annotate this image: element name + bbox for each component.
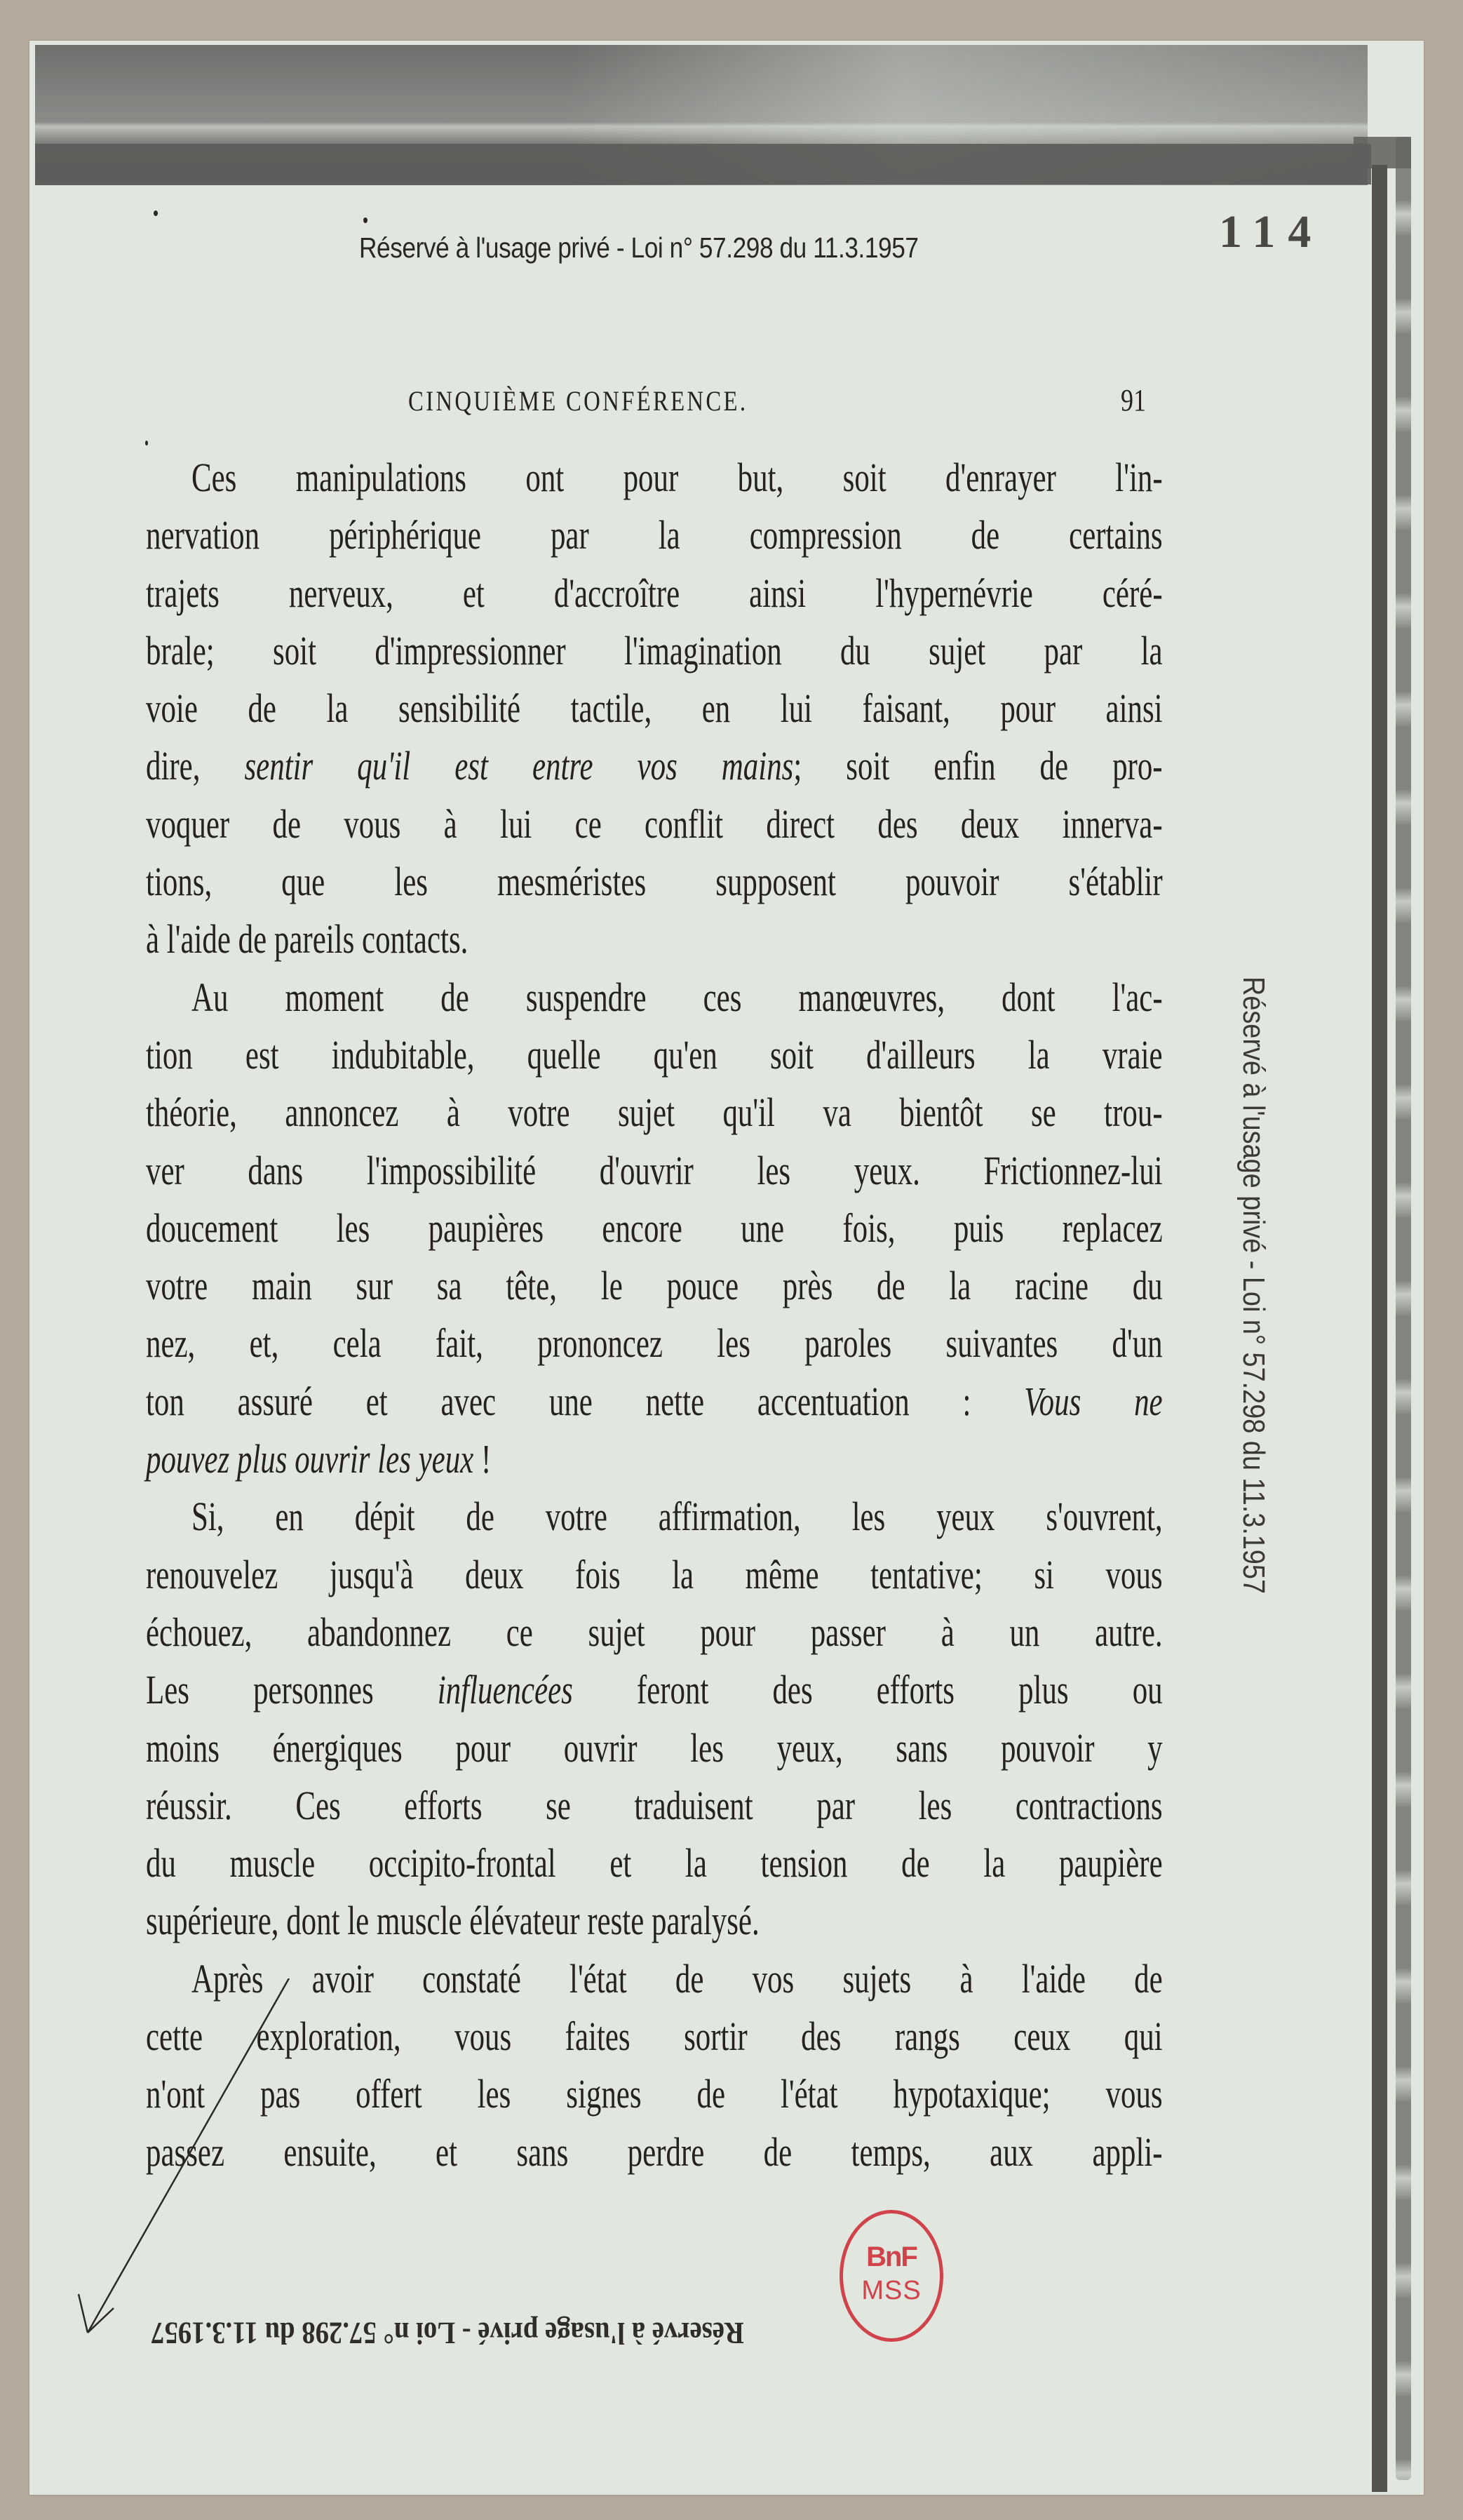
text-line-content: voquer de vous à lui ce conflit direct des deux innerva- — [146, 800, 1163, 847]
text-line — [146, 680, 1163, 737]
body-text — [146, 449, 1163, 2181]
text-line — [146, 2008, 1163, 2065]
text-line — [146, 1777, 1163, 1835]
text-line — [146, 1892, 1163, 1950]
text-run: ton assuré et avec une nette accentuation : — [146, 1378, 1025, 1424]
text-line — [146, 1200, 1163, 1257]
text-line — [146, 1950, 1163, 2008]
text-line — [146, 796, 1163, 853]
text-line — [146, 449, 1163, 507]
text-run: Les personnes — [146, 1667, 438, 1713]
text-line-content: à l'aide de pareils contacts. — [146, 916, 468, 963]
pen-arrow-mark-icon — [63, 1978, 295, 2343]
text-line-content: moins énergiques pour ouvrir les yeux, sans pouvoir y — [146, 1724, 1163, 1771]
text-run: feront des efforts plus ou — [572, 1667, 1163, 1713]
text-line — [146, 1084, 1163, 1141]
text-line — [146, 853, 1163, 911]
photocopy-border-right-outer — [1396, 137, 1411, 2480]
text-line — [146, 1720, 1163, 1777]
text-line-content: du muscle occipito-frontal et la tension de la paupière — [146, 1840, 1163, 1886]
text-line — [146, 1661, 1163, 1719]
running-head: CINQUIÈME CONFÉRENCE. — [408, 385, 748, 417]
text-line-content: doucement les paupières encore une fois, puis replacez — [146, 1205, 1163, 1251]
text-line-content: voie de la sensibilité tactile, en lui faisant, pour ainsi — [146, 685, 1163, 732]
text-line — [146, 1142, 1163, 1200]
text-line — [146, 2065, 1163, 2123]
text-line-content — [146, 737, 1163, 795]
text-line — [146, 2124, 1163, 2181]
italic-text-run: Vous ne — [1024, 1378, 1163, 1424]
italic-text-run: pouvez plus ouvrir les yeux — [146, 1436, 474, 1482]
usage-restriction-stamp-side: Réservé à l'usage privé - Loi n° 57.298 du 11.3.1957 — [1236, 977, 1271, 1594]
photocopy-border-top-line — [35, 144, 1371, 185]
text-line-content: brale; soit d'impressionner l'imagination du sujet par la — [146, 627, 1163, 673]
folio-number: 114 — [1219, 206, 1324, 257]
text-line — [146, 622, 1163, 680]
text-line-content: réussir. Ces efforts se traduisent par les contractions — [146, 1782, 1163, 1828]
usage-restriction-stamp-top: Réservé à l'usage privé - Loi n° 57.298 du 11.3.1957 — [359, 232, 919, 264]
text-line-content: tion est indubitable, quelle qu'en soit d'ailleurs la vraie — [146, 1031, 1163, 1078]
text-line-content: votre main sur sa tête, le pouce près de la racine du — [146, 1263, 1163, 1309]
text-line-content — [146, 1373, 1163, 1430]
text-line — [146, 1546, 1163, 1604]
ink-speck — [145, 441, 148, 445]
text-line-content: passez ensuite, et sans perdre de temps, aux appli- — [146, 2129, 1163, 2175]
text-line — [146, 969, 1163, 1026]
text-line-content: supérieure, dont le muscle élévateur reste paralysé. — [146, 1898, 760, 1944]
text-line-content: nez, et, cela fait, prononcez les paroles suivantes d'un — [146, 1320, 1163, 1367]
bnf-stamp-line1: BnF — [866, 2241, 917, 2272]
text-line — [146, 1026, 1163, 1084]
text-line — [146, 1257, 1163, 1315]
text-line-content: Si, en dépit de votre affirmation, les yeux s'ouvrent, — [191, 1494, 1163, 1540]
page-number: 91 — [1121, 383, 1147, 417]
text-line-content: Ces manipulations ont pour but, soit d'enrayer l'in- — [191, 455, 1163, 500]
bnf-library-stamp — [840, 2210, 943, 2342]
text-line-content: n'ont pas offert les signes de l'état hypotaxique; vous — [146, 2071, 1163, 2117]
text-run: ; soit enfin de pro- — [793, 743, 1163, 789]
text-line — [146, 1430, 1163, 1488]
text-line — [146, 1373, 1163, 1430]
text-line-content: Au moment de suspendre ces manœuvres, dont l'ac- — [191, 974, 1163, 1020]
usage-restriction-stamp-bottom-inverted: Réservé à l'usage privé - Loi n° 57.298 du 11.3.1957 — [151, 2316, 744, 2350]
text-line-content: nervation périphérique par la compression de certains — [146, 512, 1163, 558]
photocopy-border-right-inner — [1372, 165, 1387, 2492]
text-line — [146, 737, 1163, 795]
text-line-content: cette exploration, vous faites sortir des rangs ceux qui — [146, 2013, 1163, 2060]
text-line-content: théorie, annoncez à votre sujet qu'il va bientôt se trou- — [146, 1090, 1163, 1136]
text-line — [146, 507, 1163, 564]
text-run: dire, — [146, 743, 245, 789]
text-line-content: échouez, abandonnez ce sujet pour passer à un autre. — [146, 1609, 1163, 1655]
text-line-content — [146, 1430, 1163, 1488]
italic-text-run: sentir qu'il est entre vos mains — [244, 743, 794, 789]
text-line-content: renouvelez jusqu'à deux fois la même tentative; si vous — [146, 1551, 1163, 1597]
text-line — [146, 565, 1163, 622]
italic-text-run: influencées — [437, 1667, 573, 1713]
ink-speck — [363, 217, 368, 223]
ink-speck — [154, 210, 158, 216]
bnf-stamp-line2: MSS — [861, 2276, 922, 2305]
text-line — [146, 1604, 1163, 1661]
text-line-content: tions, que les mesméristes supposent pouvoir s'établir — [146, 859, 1163, 905]
text-line-content — [146, 1661, 1163, 1719]
text-line-content: trajets nerveux, et d'accroître ainsi l'hypernévrie céré- — [146, 570, 1163, 616]
text-line — [146, 1488, 1163, 1546]
text-line-content: Après avoir constaté l'état de vos sujets à l'aide de — [191, 1955, 1163, 2002]
text-line-content: ver dans l'impossibilité d'ouvrir les yeux. Frictionnez-lui — [146, 1147, 1163, 1193]
text-line — [146, 1315, 1163, 1372]
text-line — [146, 1835, 1163, 1892]
text-run: ! — [473, 1436, 492, 1482]
text-line — [146, 911, 1163, 968]
